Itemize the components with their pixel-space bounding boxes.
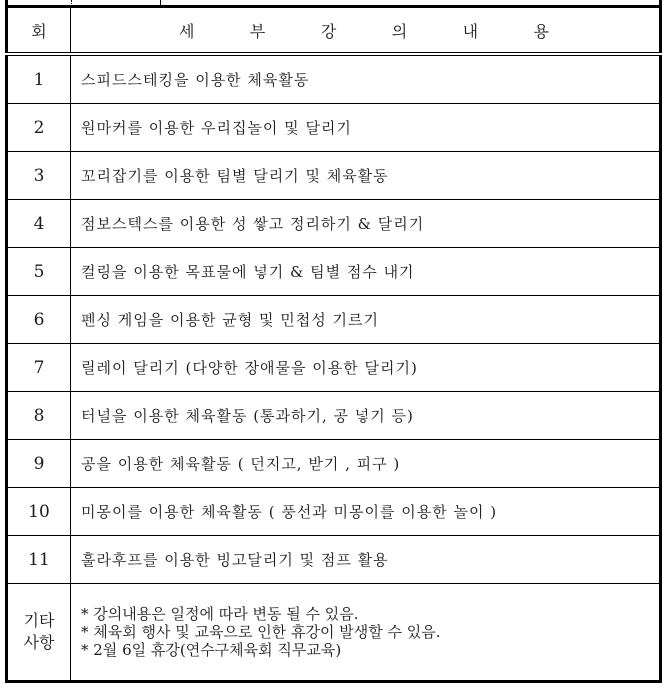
session-content: 릴레이 달리기 (다양한 장애물을 이용한 달리기) <box>71 344 661 392</box>
content-column-header <box>71 7 661 55</box>
session-number: 5 <box>7 248 71 296</box>
session-content: 공을 이용한 체육활동 ( 던지고, 받기 , 피구 ) <box>71 440 661 488</box>
table-row <box>7 488 661 536</box>
table-row <box>7 296 661 344</box>
table-row <box>7 54 661 104</box>
misc-label-cell <box>7 584 71 682</box>
session-content: 스피드스테킹을 이용한 체육활동 <box>71 54 661 104</box>
table-header-row <box>7 7 661 55</box>
session-number: 6 <box>7 296 71 344</box>
table-row <box>7 344 661 392</box>
misc-label-line: 기타 <box>23 611 55 630</box>
title-char: 세 <box>179 21 195 41</box>
table-row <box>7 152 661 200</box>
table-row <box>7 440 661 488</box>
session-number: 2 <box>7 104 71 152</box>
session-content: 점보스텍스를 이용한 성 쌓고 정리하기 & 달리기 <box>71 200 661 248</box>
note-line: * 체육회 행사 및 교육으로 인한 휴강이 발생할 수 있음. <box>81 623 441 641</box>
misc-label-line: 사항 <box>23 633 55 652</box>
table-row <box>7 104 661 152</box>
session-content: 컬링을 이용한 목표물에 넣기 & 팀별 점수 내기 <box>71 248 661 296</box>
session-column-header: 회 <box>7 7 71 55</box>
session-number: 7 <box>7 344 71 392</box>
title-char: 부 <box>249 21 266 41</box>
lecture-schedule-table <box>5 5 662 683</box>
table-row <box>7 392 661 440</box>
session-content: 꼬리잡기를 이용한 팀별 달리기 및 체육활동 <box>71 152 661 200</box>
title-char: 내 <box>462 21 479 41</box>
title-char: 용 <box>533 21 549 41</box>
title-char: 강 <box>320 21 337 41</box>
session-number: 9 <box>7 440 71 488</box>
session-number: 10 <box>7 488 71 536</box>
title-char: 의 <box>391 21 408 41</box>
note-line: * 2월 6일 휴강(연수구체육회 직무교육) <box>81 641 342 659</box>
session-number: 8 <box>7 392 71 440</box>
table-row <box>7 248 661 296</box>
note-line: * 강의내용은 일정에 따라 변동 될 수 있음. <box>81 605 359 623</box>
misc-notes-row <box>7 584 661 682</box>
session-content: 미몽이를 이용한 체육활동 ( 풍선과 미몽이를 이용한 놀이 ) <box>71 488 661 536</box>
session-number: 3 <box>7 152 71 200</box>
table-row <box>7 536 661 584</box>
session-number: 1 <box>7 54 71 104</box>
table-row <box>7 200 661 248</box>
session-number: 11 <box>7 536 71 584</box>
session-content: 터널을 이용한 체육활동 (통과하기, 공 넣기 등) <box>71 392 661 440</box>
session-number: 4 <box>7 200 71 248</box>
content-title <box>71 19 659 42</box>
session-content: 펜싱 게임을 이용한 균형 및 민첩성 기르기 <box>71 296 661 344</box>
misc-notes-cell <box>71 584 661 682</box>
session-content: 훌라후프를 이용한 빙고달리기 및 점프 활용 <box>71 536 661 584</box>
session-content: 원마커를 이용한 우리집놀이 및 달리기 <box>71 104 661 152</box>
